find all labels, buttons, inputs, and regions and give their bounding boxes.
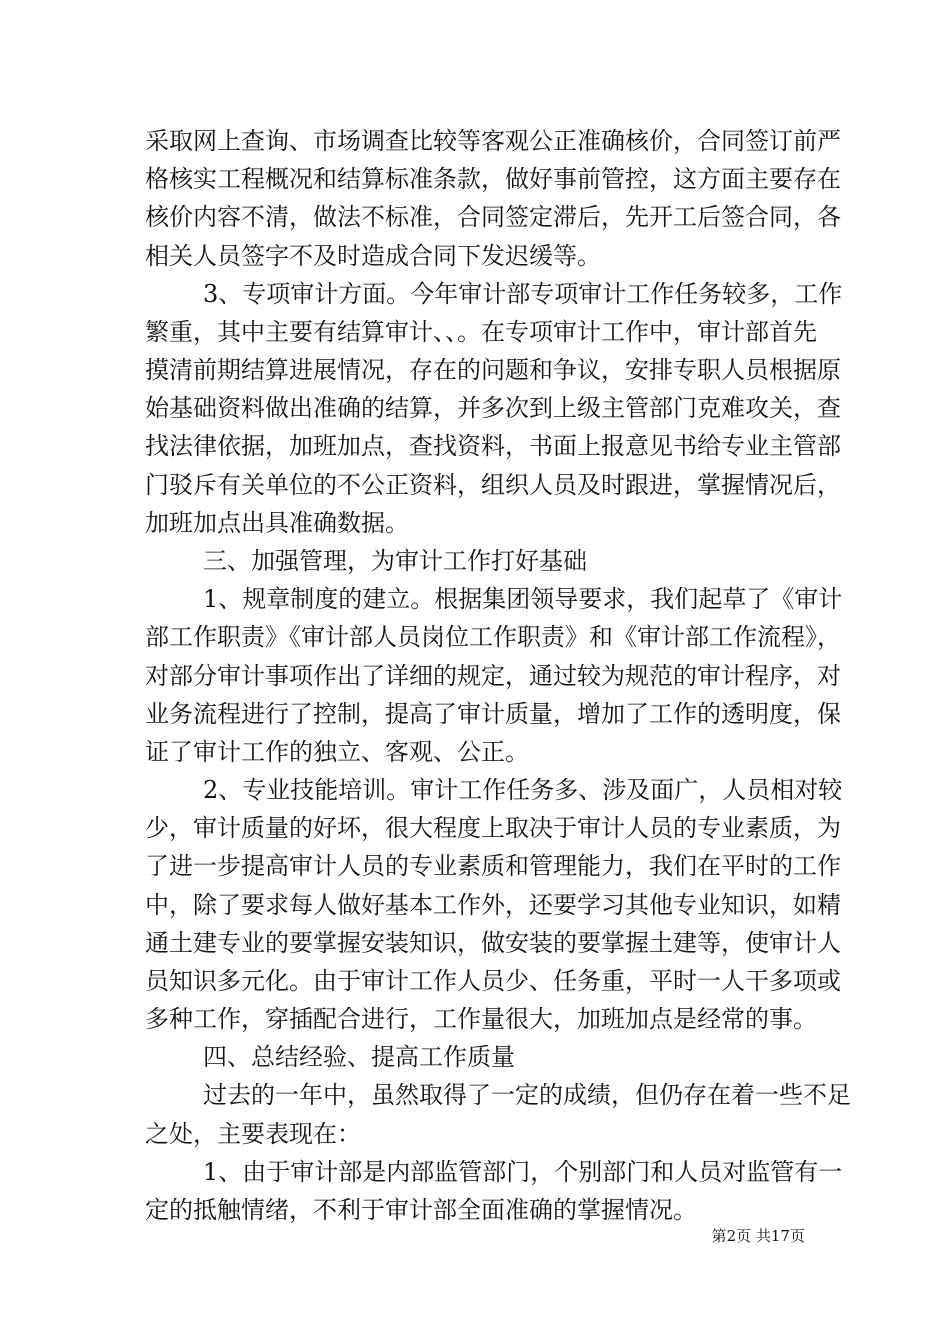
text-line: 1、规章制度的建立。根据集团领导要求，我们起草了《审计 [203,585,843,613]
text-line: 找法律依据，加班加点，查找资料，书面上报意见书给专业主管部 [145,432,841,460]
text-line: 中，除了要求每人做好基本工作外，还要学习其他专业知识，如精 [145,891,841,919]
total-pages-number: 17 [770,1227,790,1245]
text-line: 2、专业技能培训。审计工作任务多、涉及面广，人员相对较 [203,776,843,804]
current-page-number: 2 [726,1227,737,1245]
text-line: 繁重，其中主要有结算审计、、。在专项审计工作中，审计部首先 [145,318,817,346]
footer-prefix: 第 [711,1227,727,1245]
text-line: 加班加点出具准确数据。 [145,509,409,537]
text-line: 多种工作，穿插配合进行，工作量很大，加班加点是经常的事。 [145,1005,817,1033]
text-line: 了进一步提高审计人员的专业素质和管理能力，我们在平时的工作 [145,852,841,880]
section-heading: 四、总结经验、提高工作质量 [203,1043,515,1071]
text-line: 核价内容不清，做法不标准，合同签定滞后，先开工后签合同，各 [145,203,841,231]
page-footer [712,1226,805,1246]
text-line: 通土建专业的要掌握安装知识，做安装的要掌握土建等，使审计人 [145,929,841,957]
text-line: 定的抵触情绪，不利于审计部全面准确的掌握情况。 [145,1196,697,1224]
text-line: 员知识多元化。由于审计工作人员少、任务重，平时一人干多项或 [145,967,841,995]
text-line: 格核实工程概况和结算标准条款，做好事前管控，这方面主要存在 [145,165,841,193]
text-line: 门驳斥有关单位的不公正资料，组织人员及时跟进，掌握情况后， [145,471,841,499]
text-line: 采取网上查询、市场调查比较等客观公正准确核价，合同签订前严 [145,127,841,155]
text-line: 始基础资料做出准确的结算，并多次到上级主管部门克难攻关，查 [145,394,841,422]
text-line: 对部分审计事项作出了详细的规定，通过较为规范的审计程序，对 [145,662,841,690]
text-line: 部工作职责》《审计部人员岗位工作职责》和《审计部工作流程》， [145,623,841,651]
text-line: 之处，主要表现在： [145,1120,361,1148]
text-line: 少，审计质量的好坏，很大程度上取决于审计人员的专业素质，为 [145,814,841,842]
text-line: 证了审计工作的独立、客观、公正。 [145,738,529,766]
text-line: 摸清前期结算进展情况，存在的问题和争议，安排专职人员根据原 [145,356,841,384]
section-heading: 三、加强管理，为审计工作打好基础 [203,547,587,575]
footer-middle: 页 共 [736,1227,771,1245]
text-line: 业务流程进行了控制，提高了审计质量，增加了工作的透明度，保 [145,700,841,728]
text-line: 过去的一年中，虽然取得了一定的成绩，但仍存在着一些不足 [203,1081,851,1109]
text-line: 3、专项审计方面。今年审计部专项审计工作任务较多，工作 [203,280,843,308]
text-line: 1、由于审计部是内部监管部门，个别部门和人员对监管有一 [203,1158,843,1186]
text-line: 相关人员签字不及时造成合同下发迟缓等。 [145,242,601,270]
footer-suffix: 页 [789,1227,805,1245]
